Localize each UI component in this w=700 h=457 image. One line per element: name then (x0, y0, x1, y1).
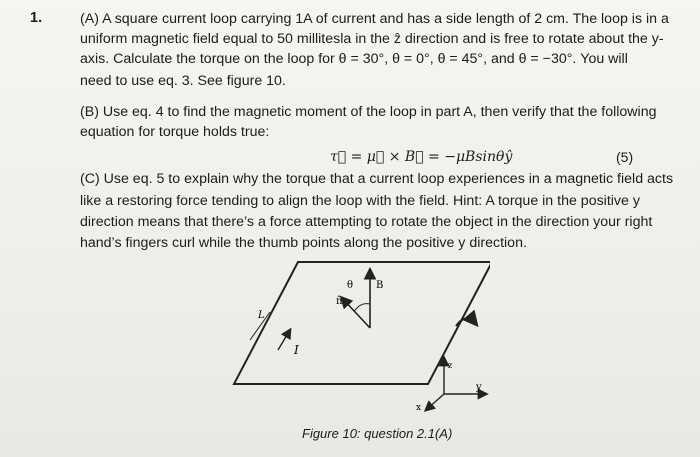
y-label: y (476, 382, 482, 393)
part-c-line: like a restoring force tending to align the loop with the field. Hint: A torque in the positive y (80, 193, 640, 209)
part-a-line: uniform magnetic field equal to 50 millitesla in the ẑ direction and is free to rotate about the y- (80, 31, 664, 47)
part-a-line: need to use eq. 3. See figure 10. (80, 73, 286, 89)
n-hat-label: n̂ (336, 296, 343, 307)
part-c-line: direction means that there’s a force attempting to rotate the object in the direction your right (80, 214, 653, 230)
part-b-line: equation for torque holds true: (80, 124, 270, 140)
part-c-line: (C) Use eq. 5 to explain why the torque that a current loop experiences in a magnetic field acts (80, 171, 674, 187)
length-label: L (258, 310, 265, 321)
figure-caption: Figure 10: question 2.1(A) (302, 426, 453, 441)
normal-vector-arrow (342, 298, 370, 328)
z-label: z (448, 361, 453, 370)
part-a-line: axis. Calculate the torque on the loop for θ = 30°, θ = 0°, θ = 45°, and θ = −30°. You will (80, 51, 628, 67)
torque-equation: τ⃗ = μ⃗ × B⃗ = −μBsinθŷ (330, 149, 513, 165)
part-a-line: (A) A square current loop carrying 1A of current and has a side length of 2 cm. The loop is in a (80, 11, 669, 27)
b-label: B (376, 280, 384, 291)
current-loop-figure (230, 240, 490, 420)
x-label: x (416, 403, 422, 413)
part-b-line: (B) Use eq. 4 to find the magnetic moment of the loop in part A, then verify that the following (80, 104, 657, 120)
equation-number: (5) (616, 149, 634, 165)
question-number: 1. (30, 10, 43, 26)
part-c-line: hand’s fingers curl while the thumb points along the positive y direction. (80, 235, 527, 251)
x-axis (426, 394, 444, 410)
theta-label: θ (347, 280, 354, 291)
current-label: I (294, 343, 299, 357)
theta-arc (354, 304, 370, 312)
current-arrow (278, 330, 290, 350)
